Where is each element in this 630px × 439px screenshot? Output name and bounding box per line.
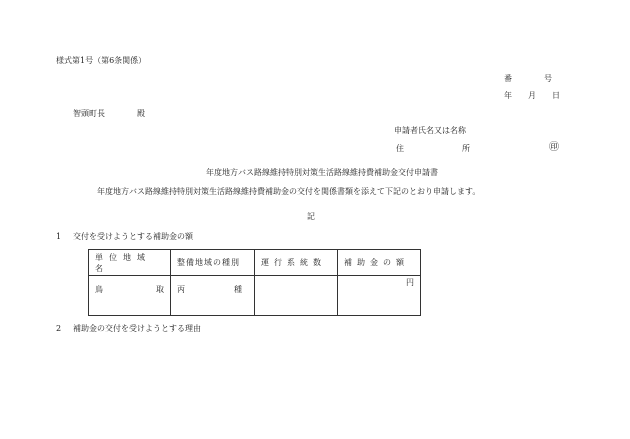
type-cell: 丙 種 [171, 276, 255, 316]
address-label-2: 所 [462, 144, 470, 153]
amount-cell: 円 [338, 276, 421, 316]
route-count-cell [255, 276, 338, 316]
date-label: 年 月 日 [504, 91, 560, 100]
addressee: 智頭町長 殿 [73, 109, 145, 118]
document-body: 年度地方バス路線維持特別対策生活路線維持費補助金の交付を関係書類を添えて下記のとおり申請します。 [97, 187, 481, 196]
address-label: 住 [396, 144, 404, 153]
region-cell: 鳥 取 [89, 276, 171, 316]
header-cell: 単位地域名 [89, 250, 171, 276]
ki-heading: 記 [307, 212, 315, 221]
form-id: 様式第1号（第6条関係） [56, 56, 147, 65]
header-cell: 整備地域の種別 [171, 250, 255, 276]
applicant-address-row [396, 144, 404, 154]
seal-mark: ㊞ [549, 142, 559, 153]
header-cell: 運行系統数 [255, 250, 338, 276]
number-label: 番 号 [504, 74, 552, 83]
applicant-address-row-2 [462, 144, 470, 154]
table-header-row [89, 250, 421, 276]
section2-number: 2 [56, 324, 62, 333]
table-row [89, 276, 421, 316]
section1-heading: 交付を受けようとする補助金の額 [73, 232, 193, 241]
section2-heading: 補助金の交付を受けようとする理由 [73, 324, 201, 333]
subsidy-table [88, 249, 421, 316]
applicant-name-label: 申請者氏名又は名称 [394, 126, 466, 135]
header-cell: 補助金の額 [338, 250, 421, 276]
document-title: 年度地方バス路線維持特別対策生活路線維持費補助金交付申請書 [206, 168, 438, 177]
section1-number: 1 [56, 232, 62, 241]
